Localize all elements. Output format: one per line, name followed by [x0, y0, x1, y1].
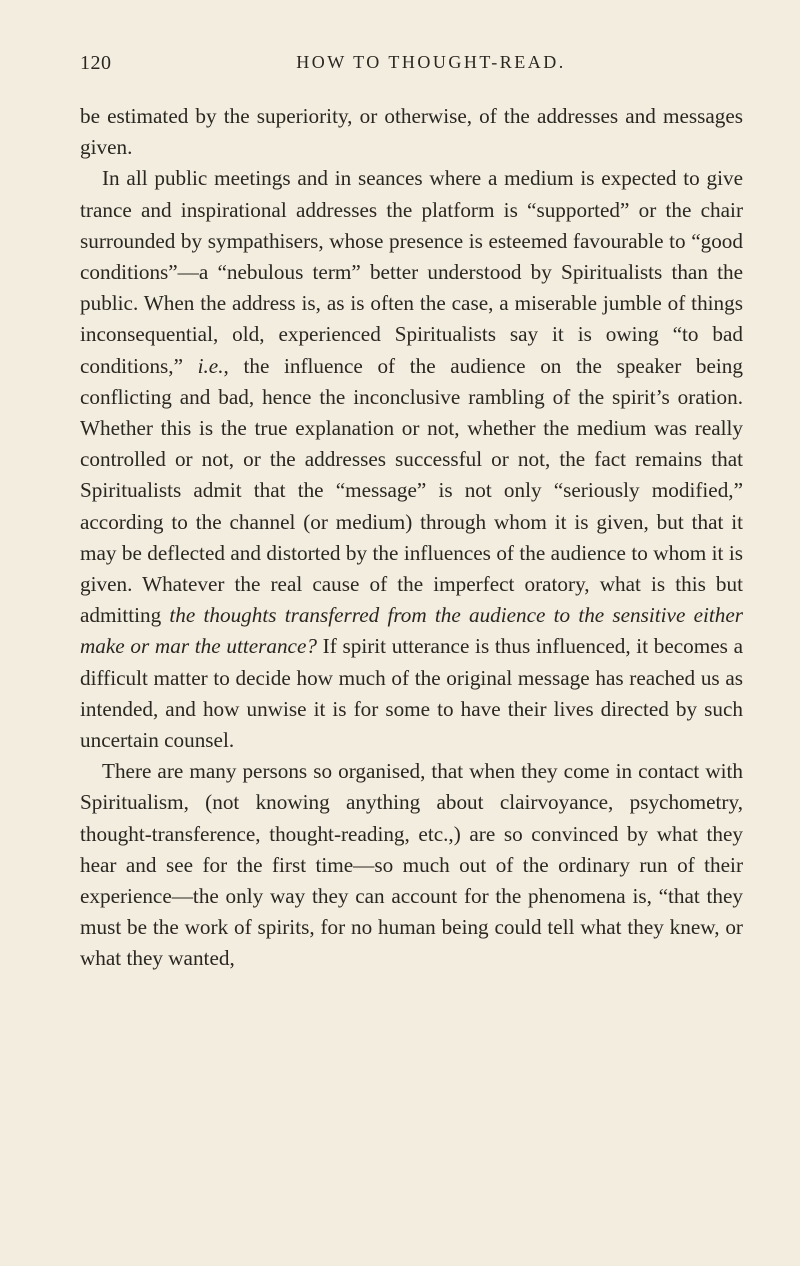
paragraph-1 — [80, 101, 743, 163]
paragraph-2 — [80, 163, 743, 756]
text-segment: be estimated by the superiority, or otherwise, of the addresses and messages given. — [80, 104, 743, 160]
italic-abbreviation: i.e. — [197, 353, 224, 378]
text-segment: , the influence of the audience on the speaker being conflicting and bad, hence the inconclusive rambling of the spirit’s oration. Whether this is the true explanation or not, whether the medium was really controlled or not, or the addresses successful or not, the fact remains that Spiritualists admit that the “message” is not only “seriously modified,” according to the channel (or medium) through whom it is given, but that it may be deflected and distorted by the influences of the audience to whom it is given. Whatever the real cause of the imperfect oratory, what is this but admitting — [80, 353, 743, 628]
text-segment: In all public meetings and in seances where a medium is expected to give trance and inspirational addresses the platform is “supported” or the chair surrounded by sympathisers, whose presence is esteemed favourable to “good conditions”—a “nebulous term” better understood by Spiritualists than the public. When the address is, as is often the case, a miserable jumble of things inconsequential, old, experienced Spiritualists say it is owing “to bad conditions,” — [80, 166, 743, 378]
text-segment: There are many persons so organised, that when they come in contact with Spiritualism, (not knowing anything about clairvoyance, psychometry, thought-transference, thought-reading, etc.,) are so convinced by what they hear and see for the first time—so much out of the ordinary run of their experience—the only way they can account for the phenomena is, “that they must be the work of spirits, for no human being could tell what they knew, or what they wanted, — [80, 759, 743, 971]
running-head-title: HOW TO THOUGHT-READ. — [296, 52, 566, 72]
paragraph-3 — [80, 756, 743, 974]
body-text — [80, 101, 743, 975]
text-segment: If spirit utterance is thus influenced, it becomes a difficult matter to decide how much of the original message has reached us as intended, and how unwise it is for some to have their lives directed by such uncertain counsel. — [80, 634, 744, 753]
running-head — [80, 52, 742, 82]
page-number: 120 — [80, 52, 112, 74]
italic-phrase: the thoughts transferred from the audience to the sensitive either make or mar the utterance? — [80, 603, 743, 659]
